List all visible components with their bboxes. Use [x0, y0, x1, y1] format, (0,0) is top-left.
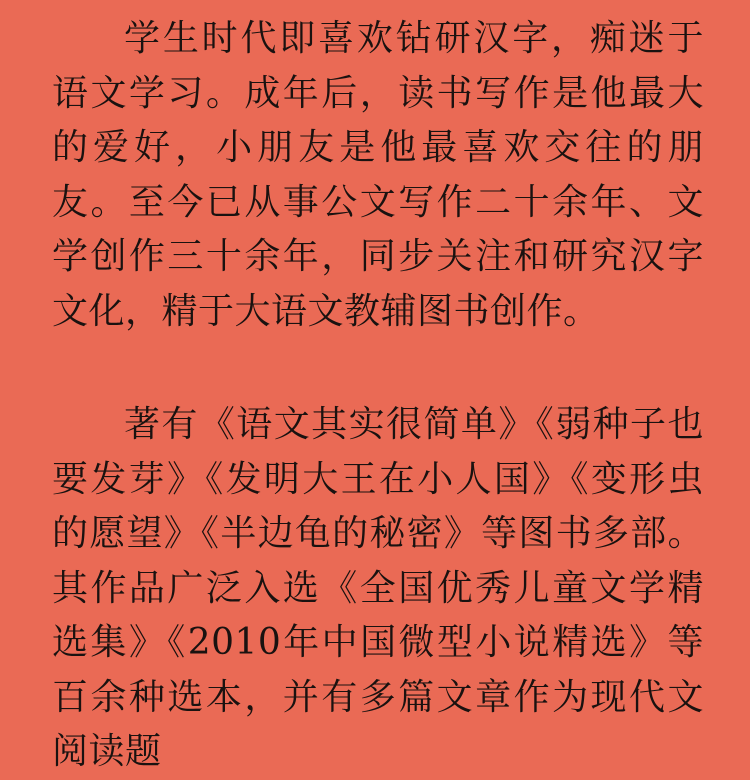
bio-paragraph-1: 学生时代即喜欢钻研汉字，痴迷于语文学习。成年后，读书写作是他最大的爱好，小朋友是他最喜欢交往的朋友。至今已从事公文写作二十余年、文学创作三十余年，同步关注和研究汉字文化，精于大语文教辅图书创作。: [52, 18, 704, 332]
bio-paragraph-2: 著有《语文其实很简单》《弱种子也要发芽》《发明大王在小人国》《变形虫的愿望》《半边龟的秘密》等图书多部。其作品广泛入选《全国优秀儿童文学精选集》《2010年中国微型小说精选》等百余种选本，并有多篇文章作为现代文阅读题: [52, 404, 704, 772]
